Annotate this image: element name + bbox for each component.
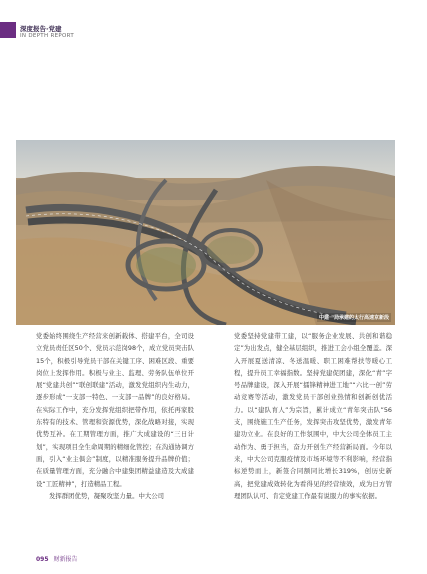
page-header <box>0 0 427 40</box>
highway-photo <box>16 140 395 325</box>
section-color-bar <box>0 22 16 38</box>
page-number: 095 <box>36 556 49 563</box>
section-subtitle: IN DEPTH REPORT <box>20 33 74 39</box>
publication-name: 财新报告 <box>53 556 78 563</box>
article-column-left <box>36 330 194 502</box>
paragraph: 党委始终围绕生产经营来创新载体、搭建平台，全司设立党员责任区50个、党员示范岗98个，成立党员突击队15个，积极引导党员干部在关键工序、困难区段、重要岗位上发挥作用。积极与业主、监理、劳务队伍单位开展“党建共创”“联创联建”活动，激发党组织内生动力，逐步形成“一支部一特色、一支部一品牌”的良好格局。在实际工作中，充分发挥党组织把带作用，依托再家股东特有的技术、管理和资源优势，深化战略对接，实现优势互补。在工期管理方面，推广大成建设的“三日计划”，实现项目全生命周期的精细化管控；在沟通协调方面，引入“业主俱会”制度，以精准服务提升品牌价值；在质量管理方面，充分融合中建集团精益建造及大成建设“工匠精神”，打造精品工程。 <box>36 332 194 488</box>
article-column-right <box>234 330 392 502</box>
page-footer <box>36 554 77 563</box>
aerial-highway-illustration <box>16 140 395 325</box>
paragraph: 党委坚持党建带工建，以“服务企业发展、共创和谐稳定”为出发点，健全基层组织，推进工会小组全覆盖。深入开展夏送清凉、冬送温暖、职工困难帮扶等暖心工程，提升员工幸福指数。坚持党建促团建，深化“青”字号品牌建设，深入开展“擂锋精神进工地”“六比一创”劳动竞赛等活动，激发党员干部创业热情和创新创优活力。以“建队育人”为宗旨，累计成立“青年突击队”56支，围绕施工生产任务，发挥突击攻坚优势，激发青年建功立业。在良好的工作氛围中，中大公司全体员工主动作为、勇于担当，奋力开创生产经营新局面。今年以来，中大公司克服疫情及市场环境等不利影响，经营指标逆势而上，新签合同额同比增长319%，创历史新高，把党建成效转化为看得见的经营绩效，成为日方管理团队认可、肯定党建工作最有说服力的事实依据。 <box>234 332 392 500</box>
section-title: 深度报告·党建 <box>20 25 62 33</box>
photo-caption: 中建一局承建的太行高速京新段 <box>318 315 389 321</box>
paragraph: 发挥群团优势，凝聚攻坚力量。中大公司 <box>49 491 165 500</box>
